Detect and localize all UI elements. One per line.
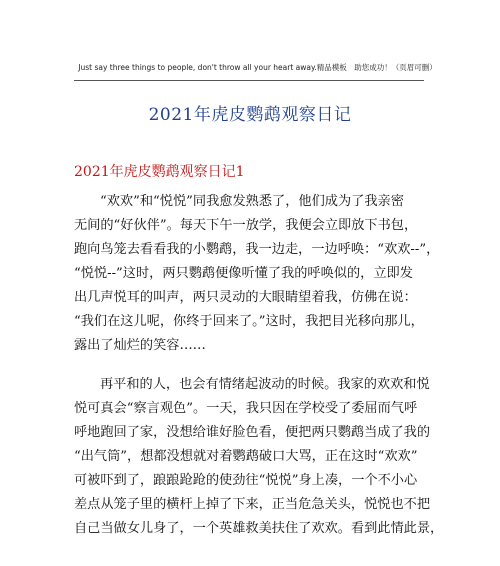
paragraph-1 [74, 190, 440, 358]
text-line: “悦悦--”这时，两只鹦鹉便像听懂了我的呼唤似的，立即发 [74, 266, 413, 281]
header-divider [74, 80, 424, 81]
text-line: 悦可真会“察言观色”。一天，我只因在学校受了委屈而气呼 [74, 401, 418, 416]
paragraph-2 [74, 373, 444, 541]
text-line: “欢欢”和“悦悦”同我愈发熟悉了，他们成为了我亲密 [100, 194, 404, 209]
header-note: Just say three things to people, don't throw all your heart away.精品模板 助您成功！（页眉可删） [78, 63, 437, 72]
body-text [74, 190, 444, 556]
text-line: 自己当做女儿身了，一个英雄救美扶住了欢欢。看到此情此景， [74, 521, 444, 536]
text-line: “我们在这儿呢，你终于回来了。”这时，我把目光移向那儿， [74, 314, 424, 329]
text-line: 跑向鸟笼去看看我的小鹦鹉，我一边走，一边呼唤：“欢欢--”， [74, 242, 440, 257]
text-line: 可被吓到了，踉踉跄跄的使劲往“悦悦”身上凑，一个不小心 [74, 473, 418, 488]
document-title: 2021年虎皮鹦鹉观察日记 [148, 105, 352, 125]
text-line: 露出了灿烂的笑容…… [74, 338, 206, 353]
text-line: “出气筒”，想都没想就对着鹦鹉破口大骂，正在这时“欢欢” [74, 449, 418, 464]
text-line: 再平和的人，也会有情绪起波动的时候。我家的欢欢和悦 [100, 377, 430, 392]
text-line: 差点从笼子里的横杆上掉了下来，正当危急关头，悦悦也不把 [74, 497, 431, 512]
text-line: 出几声悦耳的叫声，两只灵动的大眼睛望着我，仿佛在说： [74, 290, 417, 305]
text-line: 呼地跑回了家，没想给谁好脸色看，便把两只鹦鹉当成了我的 [74, 425, 431, 440]
section-heading: 2021年虎皮鹦鹉观察日记1 [74, 164, 245, 180]
text-line: 无间的“好伙伴”。每天下午一放学，我便会立即放下书包， [74, 218, 418, 233]
